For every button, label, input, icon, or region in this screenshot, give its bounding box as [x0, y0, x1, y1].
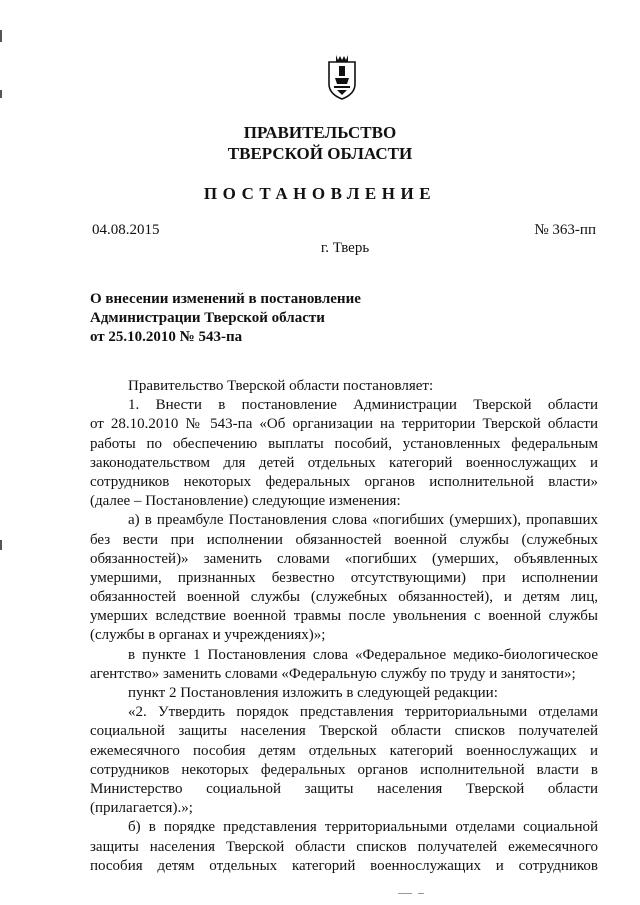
scan-edge-mark: [0, 540, 2, 550]
body-line: (службы в органах и учреждениях)»;: [90, 627, 326, 644]
body-line: умершими, признанных безвестно отсутствующими) при исполнении: [90, 569, 598, 586]
document-type-title: ПОСТАНОВЛЕНИЕ: [203, 184, 437, 203]
organization-name: ПРАВИТЕЛЬСТВО: [243, 123, 397, 142]
body-line: сотрудников некоторых федеральных органов исполнительной власти»: [90, 473, 598, 490]
subject-line: Администрации Тверской области: [90, 310, 325, 326]
coat-of-arms-icon: [326, 52, 358, 102]
body-line: пункт 2 Постановления изложить в следующей редакции:: [128, 685, 498, 701]
body-line: (прилагается).»;: [90, 800, 193, 817]
document-number: № 363-пп: [534, 222, 596, 238]
body-line: а) в преамбуле Постановления слова «погибших (умерших), пропавших: [128, 512, 598, 529]
subject-line: О внесении изменений в постановление: [90, 291, 361, 307]
body-line: социальной защиты населения Тверской области списков получателей: [90, 723, 598, 740]
scan-dust-mark: [398, 893, 412, 894]
body-line: пособия детям отдельных категорий военнослужащих и сотрудников: [90, 857, 598, 874]
body-line: без вести при исполнении обязанностей военной службы (служебных: [90, 531, 598, 548]
body-line: защиты населения Тверской области списков получателей ежемесячного: [90, 838, 598, 855]
body-line: агентство» заменить словами «Федеральную службу по труду и занятости»;: [90, 665, 576, 682]
body-line: умерших вследствие военной травмы после увольнения с военной службы: [90, 608, 598, 625]
body-line: 1. Внести в постановление Администрации Тверской области: [128, 397, 598, 414]
body-line: (далее – Постановление) следующие изменения:: [90, 493, 401, 510]
body-line: б) в порядке представления территориальными отделами социальной: [128, 819, 598, 836]
document-body: [90, 377, 598, 876]
body-line: обязанностей военной службы (служебных обязанностей), и детям лиц,: [90, 589, 598, 606]
document-date: 04.08.2015: [92, 222, 160, 238]
body-line: работы по обеспечению выплаты пособий, установленных федеральным: [90, 435, 598, 452]
body-line: ежемесячного пособия детям отдельных категорий военнослужащих и: [90, 742, 598, 759]
body-line: законодательством для детей отдельных категорий военнослужащих и: [90, 454, 598, 471]
body-line: от 28.10.2010 № 543-па «Об организации на территории Тверской области: [90, 416, 598, 433]
organization-region: ТВЕРСКОЙ ОБЛАСТИ: [227, 144, 413, 163]
body-line: «2. Утвердить порядок представления территориальными отделами: [128, 704, 598, 721]
body-line: обязанностей)» заменить словами «погибших (умерших, объявленных: [90, 550, 598, 567]
scan-edge-mark: [0, 90, 2, 98]
document-city: г. Тверь: [320, 240, 370, 256]
body-line: в пункте 1 Постановления слова «Федеральное медико-биологическое: [128, 646, 598, 663]
document-subject: [90, 290, 361, 347]
body-line: Правительство Тверской области постановляет:: [128, 378, 434, 394]
scan-dust-mark: [418, 893, 424, 894]
scan-edge-mark: [0, 30, 2, 42]
subject-line: от 25.10.2010 № 543-па: [90, 329, 243, 345]
body-line: сотрудников некоторых федеральных органов исполнительной власти в: [90, 761, 598, 778]
body-line: Министерство социальной защиты населения Тверской области: [90, 780, 598, 797]
